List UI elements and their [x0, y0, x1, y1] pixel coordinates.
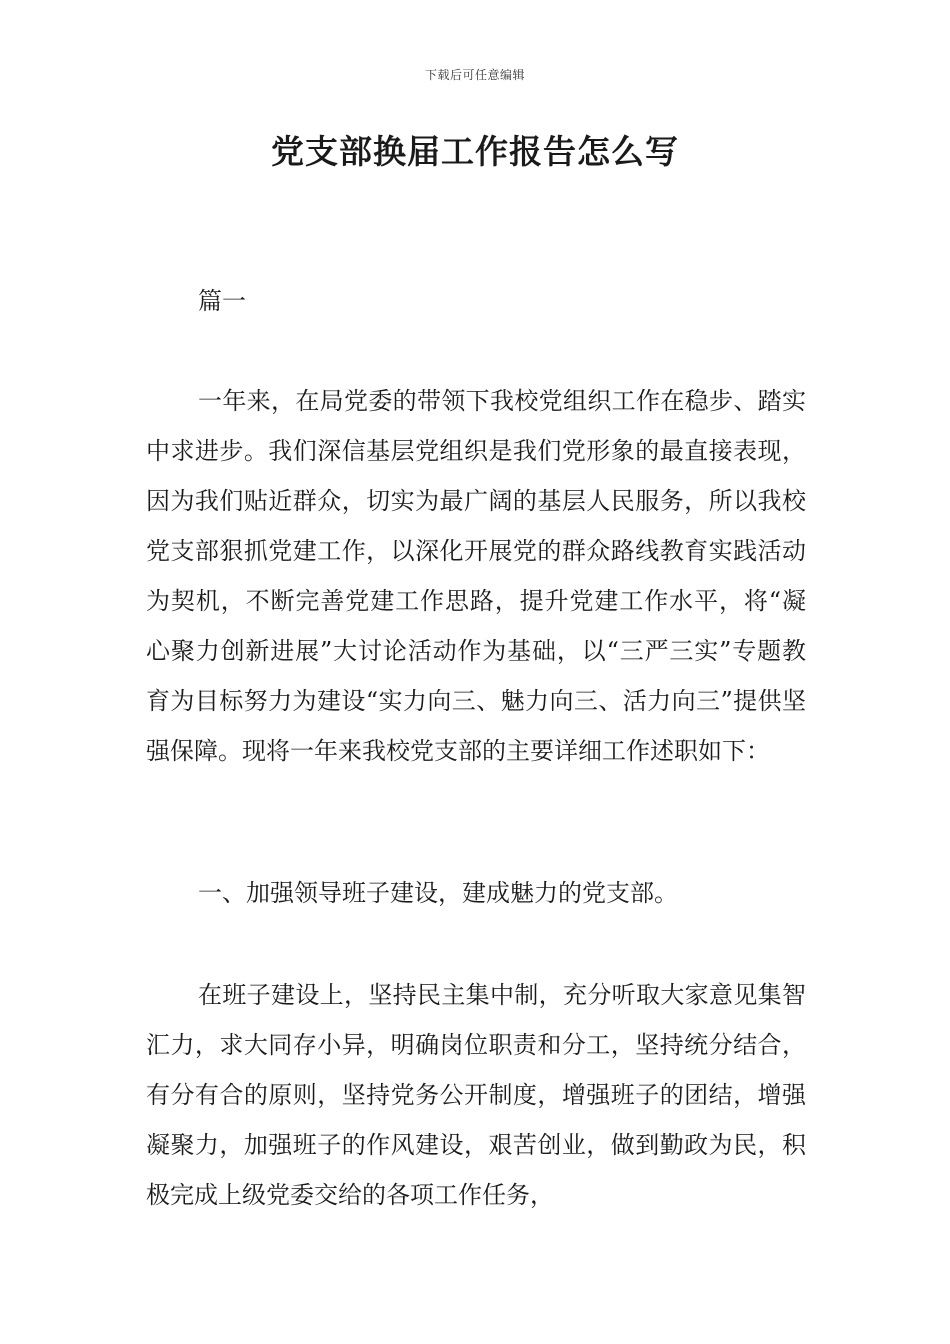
intro-paragraph: 一年来，在局党委的带领下我校党组织工作在稳步、踏实中求进步。我们深信基层党组织是我们党形象的最直接表现，因为我们贴近群众，切实为最广阔的基层人民服务，所以我校党支部狠抓党建工作，以深化开展党的群众路线教育实践活动为契机，不断完善党建工作思路，提升党建工作水平，将“凝心聚力创新进展”大讨论活动作为基础，以“三严三实”专题教育为目标努力为建设“实力向三、魅力向三、活力向三”提供坚强保障。现将一年来我校党支部的主要详细工作述职如下： [146, 387, 806, 765]
section-label: 篇一 [198, 287, 246, 315]
document-title: 党支部换届工作报告怎么写 [271, 132, 679, 171]
header-note: 下载后可任意编辑 [424, 68, 525, 82]
section-heading-1: 一、加强领导班子建设，建成魅力的党支部。 [198, 879, 678, 907]
body-paragraph-2: 在班子建设上，坚持民主集中制，充分听取大家意见集智汇力，求大同存小异，明确岗位职责和分工，坚持统分结合，有分有合的原则，坚持党务公开制度，增强班子的团结，增强凝聚力，加强班子的作风建设，艰苦创业，做到勤政为民，积极完成上级党委交给的各项工作任务， [146, 981, 806, 1209]
